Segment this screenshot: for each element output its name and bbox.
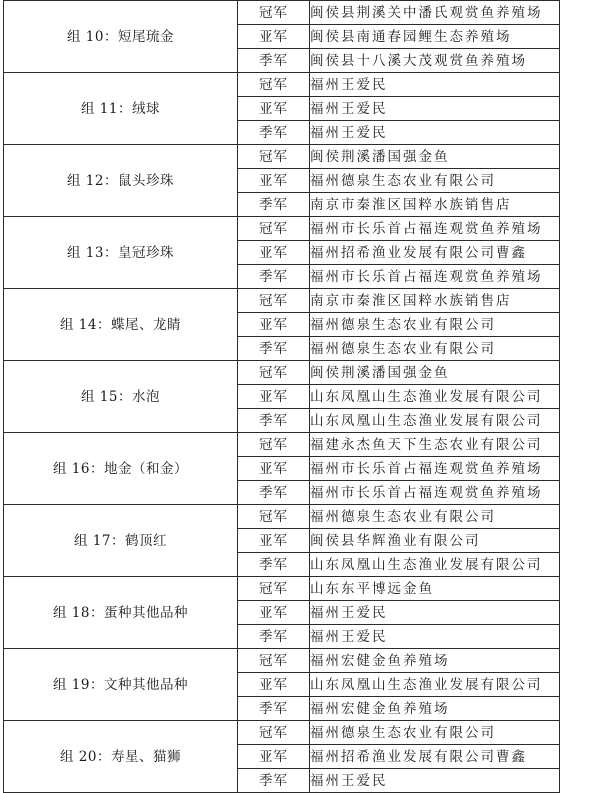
table-row [4, 217, 560, 241]
winner-cell: 福州王爱民 [310, 121, 560, 145]
rank-cell: 季军 [238, 193, 310, 217]
rank-cell: 季军 [238, 697, 310, 721]
winner-cell: 福州王爱民 [310, 769, 560, 793]
rank-cell: 冠军 [238, 73, 310, 97]
group-label: 组 17：鹤顶红 [4, 505, 238, 577]
winner-cell: 福州市长乐首占福连观赏鱼养殖场 [310, 265, 560, 289]
rank-cell: 亚军 [238, 241, 310, 265]
rank-cell: 亚军 [238, 601, 310, 625]
rank-cell: 季军 [238, 481, 310, 505]
winner-cell: 福州宏健金鱼养殖场 [310, 649, 560, 673]
winner-cell: 福州德泉生态农业有限公司 [310, 337, 560, 361]
rank-cell: 亚军 [238, 169, 310, 193]
rank-cell: 亚军 [238, 385, 310, 409]
winner-cell: 福州德泉生态农业有限公司 [310, 169, 560, 193]
group-label: 组 12：鼠头珍珠 [4, 145, 238, 217]
winner-cell: 福建永杰鱼天下生态农业有限公司 [310, 433, 560, 457]
rank-cell: 冠军 [238, 505, 310, 529]
group-label: 组 18：蛋种其他品种 [4, 577, 238, 649]
table-row [4, 577, 560, 601]
table-row [4, 289, 560, 313]
rank-cell: 季军 [238, 553, 310, 577]
rank-cell: 亚军 [238, 673, 310, 697]
table-row [4, 73, 560, 97]
winner-cell: 闽侯县荆溪关中潘氏观赏鱼养殖场 [310, 1, 560, 25]
winner-cell: 闽侯县南通春园鲤生态养殖场 [310, 25, 560, 49]
group-label: 组 14：蝶尾、龙睛 [4, 289, 238, 361]
rank-cell: 冠军 [238, 289, 310, 313]
winner-cell: 山东凤凰山生态渔业发展有限公司 [310, 673, 560, 697]
table-row [4, 433, 560, 457]
results-table-body [4, 1, 560, 793]
group-label: 组 10：短尾琉金 [4, 1, 238, 73]
winner-cell: 南京市秦淮区国粹水族销售店 [310, 193, 560, 217]
rank-cell: 亚军 [238, 529, 310, 553]
rank-cell: 冠军 [238, 577, 310, 601]
rank-cell: 冠军 [238, 1, 310, 25]
rank-cell: 季军 [238, 409, 310, 433]
winner-cell: 山东东平博远金鱼 [310, 577, 560, 601]
rank-cell: 季军 [238, 265, 310, 289]
results-table [3, 0, 560, 793]
rank-cell: 季军 [238, 121, 310, 145]
winner-cell: 山东凤凰山生态渔业发展有限公司 [310, 385, 560, 409]
rank-cell: 冠军 [238, 145, 310, 169]
rank-cell: 冠军 [238, 433, 310, 457]
table-row [4, 649, 560, 673]
rank-cell: 冠军 [238, 217, 310, 241]
rank-cell: 亚军 [238, 313, 310, 337]
group-label: 组 15：水泡 [4, 361, 238, 433]
table-row [4, 1, 560, 25]
winner-cell: 闽侯县华辉渔业有限公司 [310, 529, 560, 553]
table-row [4, 721, 560, 745]
winner-cell: 福州市长乐首占福连观赏鱼养殖场 [310, 481, 560, 505]
rank-cell: 季军 [238, 337, 310, 361]
rank-cell: 季军 [238, 625, 310, 649]
rank-cell: 亚军 [238, 457, 310, 481]
table-row [4, 505, 560, 529]
group-label: 组 19：文种其他品种 [4, 649, 238, 721]
winner-cell: 南京市秦淮区国粹水族销售店 [310, 289, 560, 313]
winner-cell: 福州德泉生态农业有限公司 [310, 505, 560, 529]
winner-cell: 福州市长乐首占福连观赏鱼养殖场 [310, 457, 560, 481]
rank-cell: 冠军 [238, 361, 310, 385]
group-label: 组 11：绒球 [4, 73, 238, 145]
rank-cell: 季军 [238, 49, 310, 73]
winner-cell: 山东凤凰山生态渔业发展有限公司 [310, 409, 560, 433]
rank-cell: 冠军 [238, 721, 310, 745]
winner-cell: 福州王爱民 [310, 625, 560, 649]
winner-cell: 福州德泉生态农业有限公司 [310, 313, 560, 337]
winner-cell: 福州王爱民 [310, 73, 560, 97]
winner-cell: 福州王爱民 [310, 601, 560, 625]
winner-cell: 福州市长乐首占福连观赏鱼养殖场 [310, 217, 560, 241]
table-row [4, 361, 560, 385]
rank-cell: 亚军 [238, 97, 310, 121]
group-label: 组 20：寿星、猫狮 [4, 721, 238, 793]
winner-cell: 福州德泉生态农业有限公司 [310, 721, 560, 745]
winner-cell: 福州王爱民 [310, 97, 560, 121]
rank-cell: 亚军 [238, 745, 310, 769]
winner-cell: 福州招希渔业发展有限公司曹鑫 [310, 241, 560, 265]
winner-cell: 山东凤凰山生态渔业发展有限公司 [310, 553, 560, 577]
rank-cell: 亚军 [238, 25, 310, 49]
group-label: 组 16：地金（和金） [4, 433, 238, 505]
winner-cell: 闽侯县十八溪大茂观赏鱼养殖场 [310, 49, 560, 73]
rank-cell: 季军 [238, 769, 310, 793]
winner-cell: 福州招希渔业发展有限公司曹鑫 [310, 745, 560, 769]
winner-cell: 福州宏健金鱼养殖场 [310, 697, 560, 721]
winner-cell: 闽侯荆溪潘国强金鱼 [310, 145, 560, 169]
table-row [4, 145, 560, 169]
rank-cell: 冠军 [238, 649, 310, 673]
winner-cell: 闽侯荆溪潘国强金鱼 [310, 361, 560, 385]
group-label: 组 13：皇冠珍珠 [4, 217, 238, 289]
